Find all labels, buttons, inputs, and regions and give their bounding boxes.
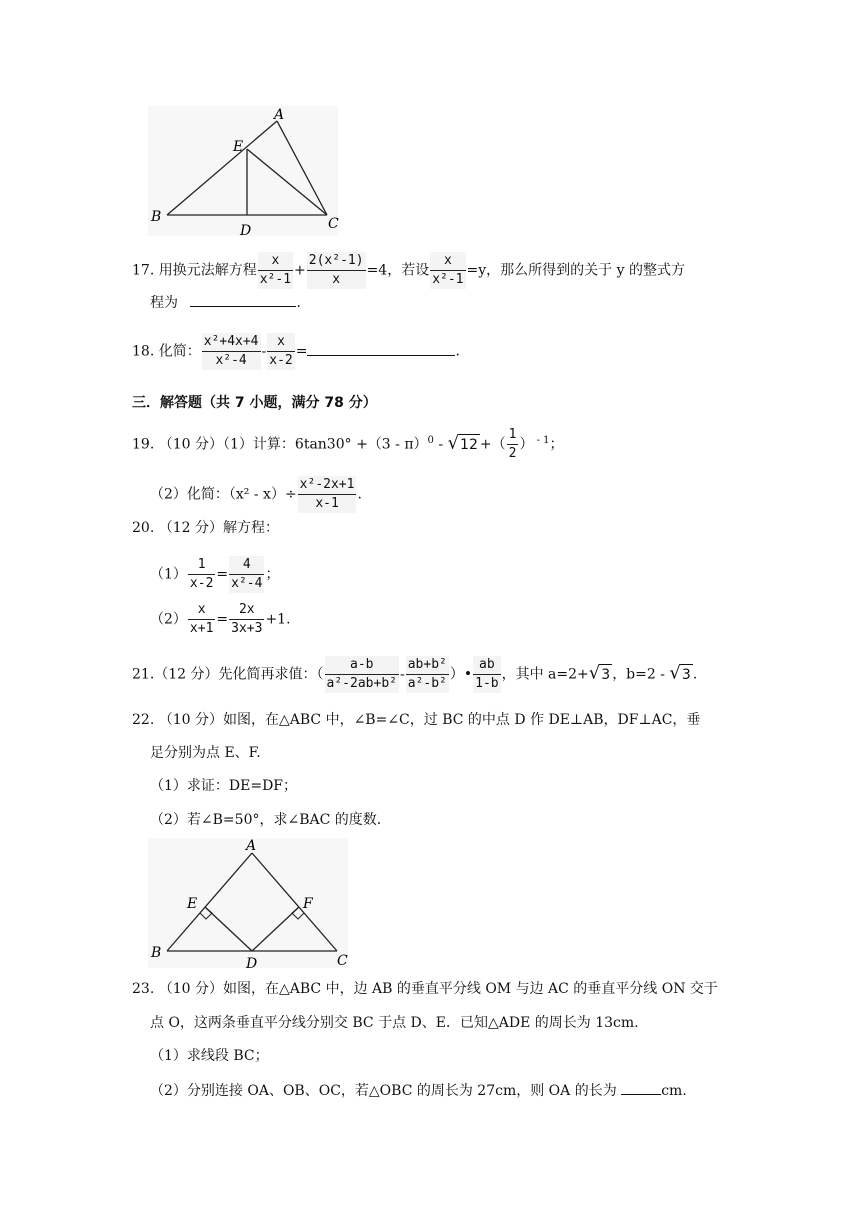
question-number: 21. <box>132 666 155 683</box>
label-a: A <box>274 107 285 123</box>
question-text: 用换元法解方程 <box>158 262 257 279</box>
fraction: $\frac{ab}{1-b}$ <box>475 657 499 691</box>
question-number: 19. <box>132 436 155 453</box>
question-23-line-2: 点 O，这两条垂直平分线分别交 BC 于点 D、E．已知△ADE 的周长为 13cm. <box>150 1015 639 1031</box>
fraction: $\frac{a-b}{\text{a²-2ab+b²}}$ <box>326 657 397 691</box>
label-e: E <box>233 139 244 155</box>
label-b: B <box>151 209 162 225</box>
triangle-figure-2 <box>145 834 355 972</box>
answer-blank[interactable] <box>307 341 455 356</box>
question-18: 18. 化简： $\frac{\text{x²+4x+4}}{\text{x²-4}}$ - $\frac{x}{x-2}$ = . <box>132 334 460 368</box>
question-23: 23. （10 分）如图，在△ABC 中，边 AB 的垂直平分线 OM 与边 AC 的垂直平分线 ON 交于 <box>132 981 718 997</box>
question-17: 17. 用换元法解方程 $\frac{x}{\text{x²-1}}$ + $\frac{\text{2(x²-1)}}{x}$ =4，若设 $\frac{x}{\text{x²-1}}$ =y，那么所得到的关于 y 的整式方 <box>132 253 685 287</box>
question-23-part-2: （2）分别连接 OA、OB、OC，若△OBC 的周长为 27cm，则 OA 的长为 cm. <box>150 1080 687 1101</box>
label-e: E <box>187 896 198 912</box>
question-number: 22. <box>132 712 155 728</box>
answer-blank[interactable] <box>190 292 296 307</box>
question-21: 21.（12 分）先化简再求值：（ $\frac{a-b}{\text{a²-2ab+b²}}$ - $\frac{\text{ab+b²}}{\text{a²-b²}}$ ）• $\frac{ab}{1-b}$ ，其中 a=2+√3 ，b=2 - √3 . <box>132 657 698 691</box>
question-number: 18. <box>132 343 155 360</box>
label-d: D <box>240 223 252 239</box>
label-f: F <box>303 896 313 912</box>
fraction: $\frac{\text{ab+b²}}{\text{a²-b²}}$ <box>407 657 447 691</box>
fraction: $\frac{\text{x²+4x+4}}{\text{x²-4}}$ <box>203 334 259 368</box>
question-17-line-2: 程为 . <box>150 292 301 313</box>
fraction: $\frac{1}{2}$ <box>508 427 517 461</box>
question-19-part-1: 19. （10 分）（1）计算：6tan30° +（3 - π）$^0$ - √12 +（ $\frac{1}{2}$ ） $^{- 1}$； <box>132 427 564 461</box>
fraction: $\frac{1}{x-2}$ <box>189 557 214 591</box>
section-heading: 三．解答题（共 7 小题，满分 78 分） <box>132 395 377 411</box>
question-22: 22. （10 分）如图，在△ABC 中，∠B=∠C，过 BC 的中点 D 作 DE⊥AB，DF⊥AC，垂 <box>132 712 701 728</box>
fraction: $\frac{x}{\text{x²-1}}$ <box>432 253 464 287</box>
question-number: 23. <box>132 981 155 997</box>
fraction: $\frac{x}{x+1}$ <box>189 602 214 636</box>
question-number: 17. <box>132 262 155 279</box>
label-b: B <box>151 945 162 961</box>
question-22-part-1: （1）求证：DE=DF； <box>150 778 298 794</box>
fraction: $\frac{\text{2(x²-1)}}{x}$ <box>308 253 364 287</box>
question-20-part-1: （1） $\frac{1}{x-2}$ = $\frac{4}{\text{x²-4}}$ ； <box>150 557 280 591</box>
label-c: C <box>328 216 339 232</box>
question-19-part-2: （2）化简：（x² - x）÷ $\frac{\text{x²-2x+1}}{x-1}$ . <box>150 477 362 511</box>
triangle-figure-1 <box>145 100 345 240</box>
question-20-part-2: （2） $\frac{x}{x+1}$ = $\frac{2x}{3x+3}$ +1. <box>150 602 291 636</box>
fraction: $\frac{x}{x-2}$ <box>269 334 293 368</box>
question-20: 20. （12 分）解方程： <box>132 520 279 536</box>
fraction: $\frac{4}{\text{x²-4}}$ <box>231 557 263 591</box>
fraction: $\frac{\text{x²-2x+1}}{x-1}$ <box>299 477 355 511</box>
question-22-line-2: 足分别为点 E、F. <box>150 745 261 761</box>
question-22-part-2: （2）若∠B=50°，求∠BAC 的度数. <box>150 812 382 828</box>
label-d: D <box>246 956 258 972</box>
question-23-part-1: （1）求线段 BC； <box>150 1048 269 1064</box>
fraction: $\frac{2x}{3x+3}$ <box>231 602 263 636</box>
label-a: A <box>246 838 257 854</box>
label-c: C <box>337 953 348 969</box>
answer-blank[interactable] <box>621 1080 661 1095</box>
question-number: 20. <box>132 520 155 536</box>
fraction: $\frac{x}{\text{x²-1}}$ <box>259 253 292 287</box>
